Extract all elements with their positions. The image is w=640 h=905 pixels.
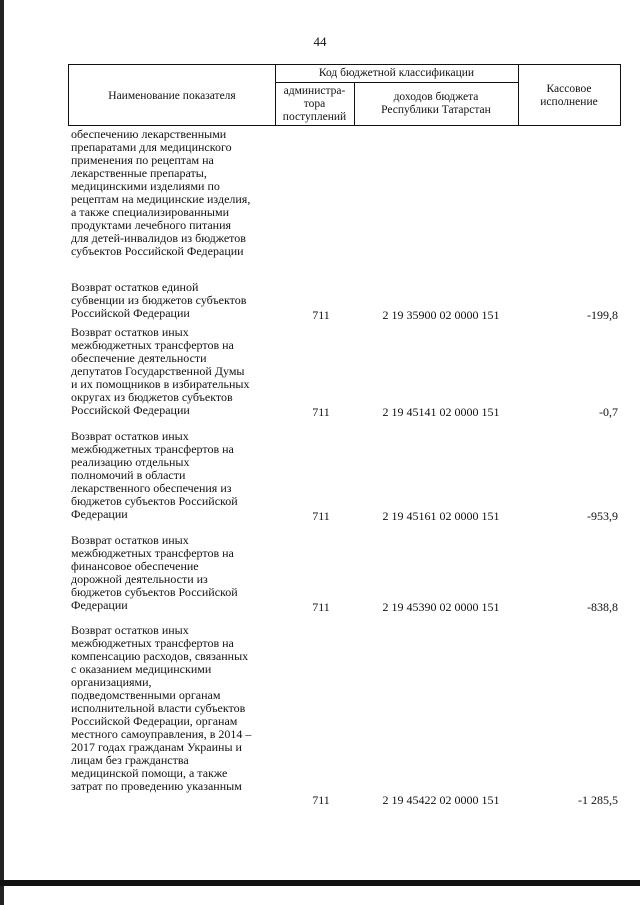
revenue-code: 2 19 45161 02 0000 151 xyxy=(382,509,500,523)
revenue-code: 2 19 35900 02 0000 151 xyxy=(382,308,500,322)
table-header xyxy=(68,64,621,126)
header-admin: администра- тора поступлений xyxy=(282,84,347,123)
scan-edge-bottom xyxy=(0,880,640,886)
header-revenue: доходов бюджета Республики Татарстан xyxy=(381,91,491,116)
admin-code: 711 xyxy=(312,308,330,322)
amount: -838,8 xyxy=(587,600,618,614)
amount: -1 285,5 xyxy=(578,793,618,807)
admin-code: 711 xyxy=(312,793,330,807)
header-name: Наименование показателя xyxy=(108,89,236,102)
scan-edge-left xyxy=(0,0,4,905)
budget-table: Наименование показателя Код бюджетной классификации администра- тора поступлений доходов бюджета Республики Татарстан Кассовое исполнение обеспечению лекарственными препаратами для медицинского применения по рецептам на лекарственные препараты, медицинскими изделиями по рецептам на медицинские изделия, а также специализированными продуктами лечебного питания для детей-инвалидов из бюджетов субъектов Российской Федерации Возврат остатков единой субвенции из бюджетов субъектов Российской Федерации 711 2 19 35900 02 0000 151 -199,8 Возврат остатков иных межбюджетных трансфертов на обеспечение деятельности депутатов Государственной Думы и их помощников в избирательных округах из бюджетов субъектов Российской Федерации 711 2 19 45141 02 0000 151 -0,7 Возврат остатков иных межбюджетных трансфертов на реализацию отдельных полномочий в области лекарственного обеспечения из бюджетов субъектов Российской Федерации 711 2 19 45161 02 0000 151 -953,9 Возврат остатков иных межбюджетных трансфертов на финансовое обеспечение дорожной деятельности из бюджетов субъектов Российской Федерации 711 2 19 45390 02 0000 151 -838,8 Возврат остатков иных межбюджетных трансфертов на компенсацию расходов, связанных с оказанием медицинскими организациями, подведомственными органам исполнительной власти субъектов Российской Федерации, органам местного самоуправления, в 2014 – 2017 годах гражданам Украины и лицам без гражданства медицинской помощи, а также затрат по проведению указанным 711 2 19 45422 02 0000 151 -1 285,5 xyxy=(68,64,621,126)
admin-code: 711 xyxy=(312,600,330,614)
amount: -953,9 xyxy=(587,509,618,523)
admin-code: 711 xyxy=(312,405,330,419)
header-execution: Кассовое исполнение xyxy=(540,83,598,108)
header-kbk-group: Код бюджетной классификации xyxy=(318,67,475,79)
amount: -199,8 xyxy=(587,308,618,322)
revenue-code: 2 19 45390 02 0000 151 xyxy=(382,600,500,614)
revenue-code: 2 19 45141 02 0000 151 xyxy=(382,405,500,419)
revenue-code: 2 19 45422 02 0000 151 xyxy=(382,793,500,807)
amount: -0,7 xyxy=(599,405,618,419)
admin-code: 711 xyxy=(312,509,330,523)
page-number: 44 xyxy=(313,34,327,49)
